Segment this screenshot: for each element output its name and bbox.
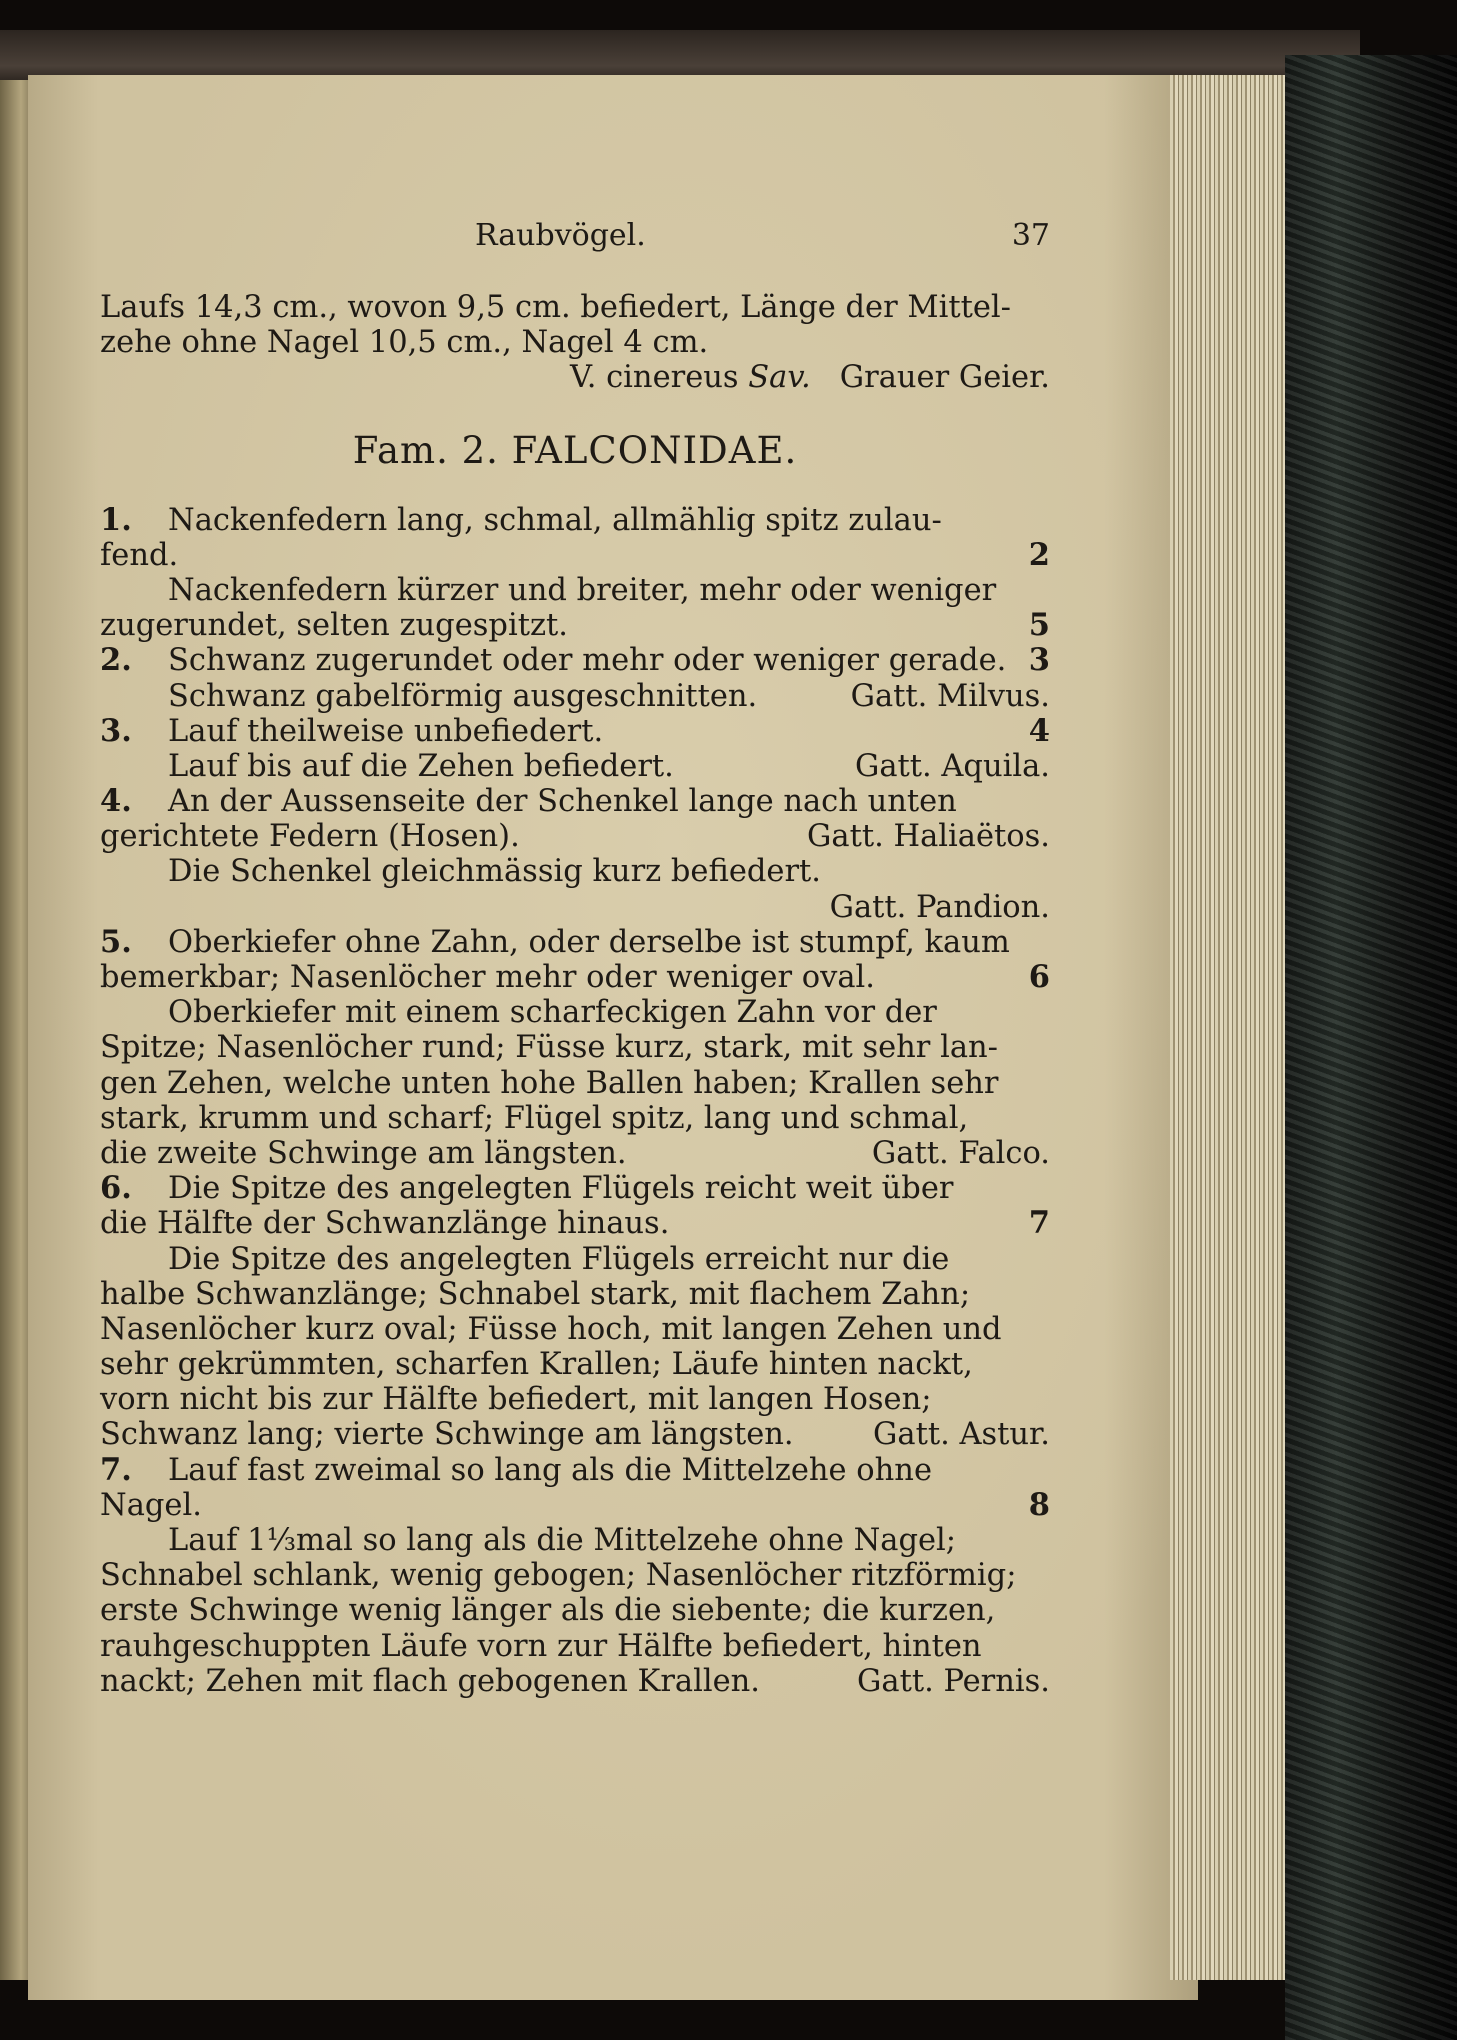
line-text: Laufs 14,3 cm., wovon 9,5 cm. befiedert, Länge der Mittel- bbox=[100, 290, 1011, 325]
key-line bbox=[100, 1171, 1050, 1206]
page-number: 37 bbox=[1011, 218, 1050, 253]
line-text: gerichtete Federn (Hosen). bbox=[100, 819, 520, 855]
key-line bbox=[100, 1206, 1050, 1241]
line-text: Spitze; Nasenlöcher rund; Füsse kurz, stark, mit sehr lan- bbox=[100, 1030, 998, 1066]
line-text: Die Spitze des angelegten Flügels erreicht nur die bbox=[168, 1241, 950, 1277]
genus-name: Gatt. Pandion. bbox=[829, 889, 1050, 925]
line-text: erste Schwinge wenig länger als die siebente; die kurzen, bbox=[100, 1593, 996, 1629]
key-number: 3. bbox=[100, 712, 132, 749]
key-number: 5. bbox=[100, 923, 132, 960]
genus-name: Gatt. Astur. bbox=[873, 1417, 1050, 1453]
key-line bbox=[100, 538, 1050, 573]
key-line bbox=[100, 995, 1050, 1030]
key-line bbox=[100, 1523, 1050, 1558]
line-text: Schwanz lang; vierte Schwinge am längsten. bbox=[100, 1417, 794, 1453]
line-text: bemerkbar; Nasenlöcher mehr oder weniger oval. bbox=[100, 960, 875, 995]
key-line bbox=[100, 960, 1050, 995]
text-line bbox=[100, 290, 1050, 325]
key-line bbox=[100, 1558, 1050, 1593]
key-line bbox=[100, 1382, 1050, 1417]
genus-name: Gatt. Haliaëtos. bbox=[807, 819, 1050, 855]
body-text bbox=[100, 290, 1050, 1699]
line-text: Oberkiefer mit einem scharfeckigen Zahn vor der bbox=[168, 995, 937, 1031]
key-lead-number: 5 bbox=[1028, 607, 1050, 644]
key-line bbox=[100, 854, 1050, 889]
line-text: gen Zehen, welche unten hohe Ballen haben; Krallen sehr bbox=[100, 1065, 999, 1101]
line-text: Schwanz gabelförmig ausgeschnitten. bbox=[168, 678, 758, 714]
species-entry bbox=[570, 360, 1050, 395]
key-lead-number: 2 bbox=[1028, 536, 1050, 573]
line-text: nackt; Zehen mit flach gebogenen Krallen. bbox=[100, 1663, 760, 1699]
species-line bbox=[100, 360, 1050, 395]
key-number: 7. bbox=[100, 1451, 132, 1488]
key-lead-number: 6 bbox=[1028, 959, 1050, 995]
key-line bbox=[100, 1312, 1050, 1347]
key-line bbox=[100, 1136, 1050, 1171]
key-line bbox=[100, 1488, 1050, 1523]
line-text: stark, krumm und scharf; Flügel spitz, lang und schmal, bbox=[100, 1100, 969, 1136]
key-line bbox=[100, 784, 1050, 819]
key-number: 2. bbox=[100, 642, 132, 679]
key-line bbox=[100, 714, 1050, 749]
key-line bbox=[100, 1347, 1050, 1382]
line-text: Die Spitze des angelegten Flügels reicht weit über bbox=[168, 1171, 954, 1207]
family-heading: Fam. 2. FALCONIDAE. bbox=[352, 428, 798, 472]
line-text: Lauf fast zweimal so lang als die Mittelzehe ohne bbox=[168, 1452, 933, 1488]
line-text: Lauf theilweise unbefiedert. bbox=[168, 713, 604, 749]
page-header bbox=[100, 210, 1050, 253]
line-text: rauhgeschuppten Läufe vorn zur Hälfte befiedert, hinten bbox=[100, 1628, 982, 1664]
line-text: vorn nicht bis zur Hälfte befiedert, mit langen Hosen; bbox=[100, 1382, 932, 1418]
line-text: An der Aussenseite der Schenkel lange nach unten bbox=[168, 784, 957, 820]
line-text: Nackenfedern kürzer und breiter, mehr oder weniger bbox=[168, 572, 997, 608]
line-text: Lauf 1⅓mal so lang als die Mittelzehe ohne Nagel; bbox=[168, 1523, 957, 1558]
book-spine bbox=[1285, 55, 1457, 2040]
line-text: zugerundet, selten zugespitzt. bbox=[100, 608, 568, 644]
text-line bbox=[100, 325, 1050, 360]
key-lead-number: 7 bbox=[1028, 1205, 1050, 1242]
line-text: Nagel. bbox=[100, 1487, 202, 1523]
line-text: Schnabel schlank, wenig gebogen; Nasenlöcher ritzförmig; bbox=[100, 1558, 1017, 1594]
line-text: die zweite Schwinge am längsten. bbox=[100, 1135, 627, 1171]
key-line bbox=[100, 608, 1050, 643]
key-line bbox=[100, 1593, 1050, 1628]
key-line bbox=[100, 1417, 1050, 1452]
line-text: Lauf bis auf die Zehen befiedert. bbox=[168, 748, 674, 784]
key-line bbox=[100, 1066, 1050, 1101]
line-text: zehe ohne Nagel 10,5 cm., Nagel 4 cm. bbox=[100, 325, 709, 361]
line-text: halbe Schwanzlänge; Schnabel stark, mit flachem Zahn; bbox=[100, 1276, 971, 1312]
key-line bbox=[100, 1277, 1050, 1312]
page-stack-edge bbox=[1170, 75, 1290, 1980]
genus-name: Gatt. Aquila. bbox=[854, 748, 1050, 784]
key-line bbox=[100, 643, 1050, 678]
line-text: fend. bbox=[100, 537, 179, 573]
line-text: Oberkiefer ohne Zahn, oder derselbe ist stumpf, kaum bbox=[168, 924, 1010, 960]
key-line bbox=[100, 1242, 1050, 1277]
key-line bbox=[100, 679, 1050, 714]
key-line bbox=[100, 749, 1050, 784]
line-text: Nackenfedern lang, schmal, allmählig spitz zulau- bbox=[168, 502, 942, 538]
genus-name: Gatt. Falco. bbox=[871, 1135, 1050, 1171]
key-line bbox=[100, 925, 1050, 960]
key-line bbox=[100, 1629, 1050, 1664]
line-text: Nasenlöcher kurz oval; Füsse hoch, mit langen Zehen und bbox=[100, 1311, 1002, 1347]
species-name: V. cinereus bbox=[570, 360, 739, 396]
key-lead-number: 8 bbox=[1028, 1486, 1050, 1523]
line-text: die Hälfte der Schwanzlänge hinaus. bbox=[100, 1206, 670, 1242]
key-line bbox=[100, 890, 1050, 925]
left-page-edge bbox=[0, 80, 30, 1980]
key-line bbox=[100, 819, 1050, 854]
key-line bbox=[100, 1101, 1050, 1136]
key-number: 6. bbox=[100, 1170, 132, 1207]
running-head: Raubvögel. bbox=[475, 218, 646, 253]
key-line bbox=[100, 1664, 1050, 1699]
key-lead-number: 4 bbox=[1028, 712, 1050, 749]
genus-name: Gatt. Milvus. bbox=[850, 678, 1050, 714]
key-line bbox=[100, 1030, 1050, 1065]
key-number: 1. bbox=[100, 501, 132, 538]
key-line bbox=[100, 573, 1050, 608]
key-line bbox=[100, 1453, 1050, 1488]
line-text: sehr gekrümmten, scharfen Krallen; Läufe hinten nackt, bbox=[100, 1347, 973, 1383]
species-author: Sav. bbox=[748, 360, 811, 396]
genus-name: Gatt. Pernis. bbox=[857, 1663, 1050, 1699]
line-text: Schwanz zugerundet oder mehr oder weniger gerade. bbox=[168, 643, 1007, 679]
species-common-name: Grauer Geier. bbox=[839, 360, 1050, 396]
key-number: 4. bbox=[100, 783, 132, 820]
key-line bbox=[100, 503, 1050, 538]
key-lead-number: 3 bbox=[1028, 642, 1050, 679]
line-text: Die Schenkel gleichmässig kurz befiedert. bbox=[168, 854, 821, 890]
